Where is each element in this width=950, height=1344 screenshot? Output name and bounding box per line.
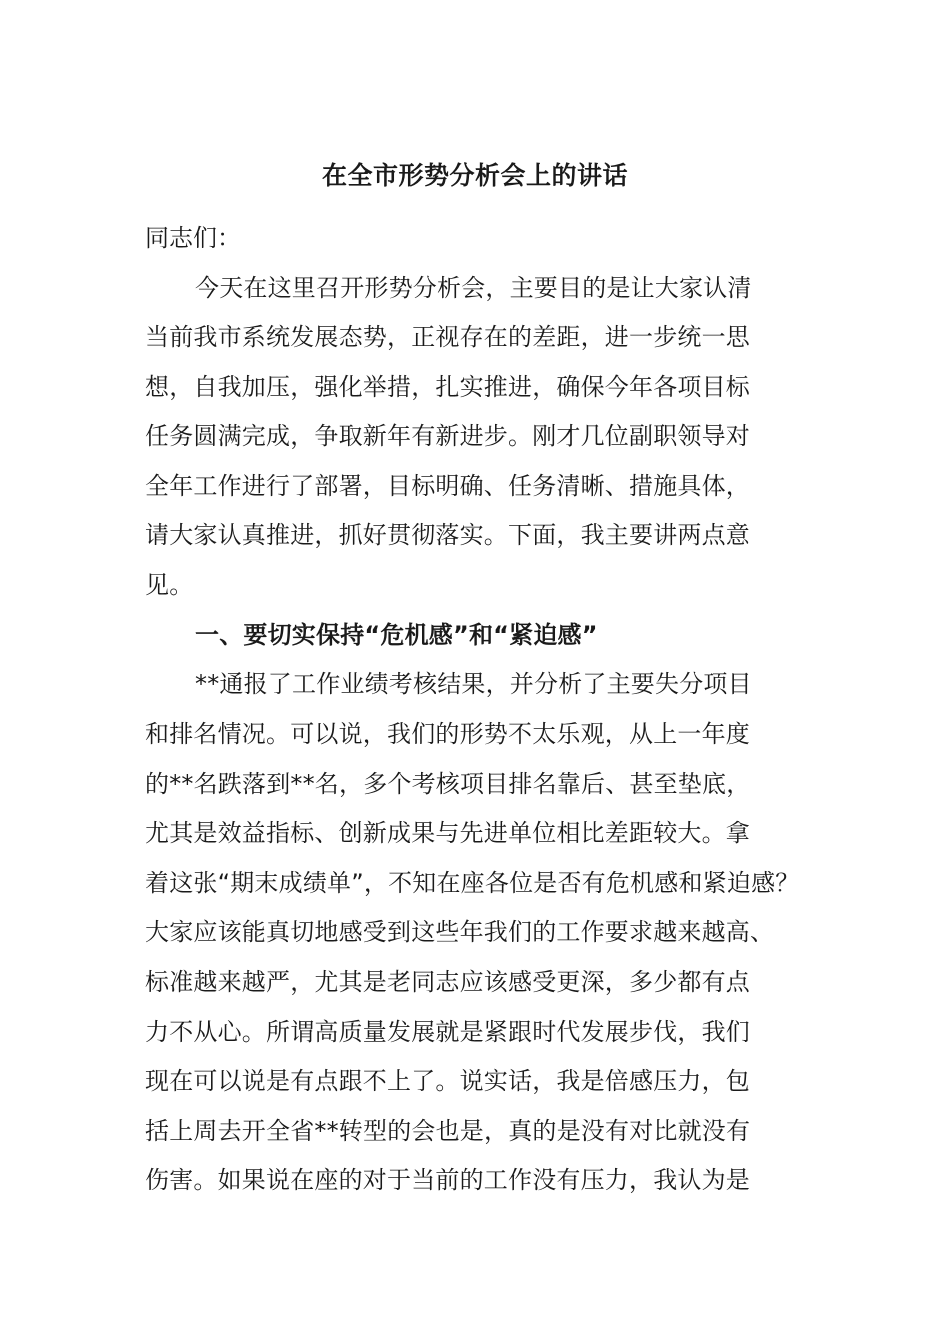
paragraph-line: 着这张“期末成绩单”，不知在座各位是否有危机感和紧迫感？ [145, 869, 800, 897]
paragraph-line: 力不从心。所谓高质量发展就是紧跟时代发展步伐，我们 [145, 1018, 750, 1046]
section-heading: 一、要切实保持“危机感”和“紧迫感” [195, 621, 598, 649]
paragraph-line: **通报了工作业绩考核结果，并分析了主要失分项目 [195, 670, 752, 698]
paragraph-line: 标准越来越严，尤其是老同志应该感受更深，多少都有点 [145, 968, 750, 996]
paragraph-line: 尤其是效益指标、创新成果与先进单位相比差距较大。拿 [145, 819, 750, 847]
paragraph-line: 的**名跌落到**名，多个考核项目排名靠后、甚至垫底， [145, 770, 751, 798]
greeting: 同志们： [145, 224, 241, 252]
paragraph-line: 见。 [145, 571, 194, 599]
paragraph-line: 括上周去开全省**转型的会也是，真的是没有对比就没有 [145, 1117, 751, 1145]
paragraph-line: 今天在这里召开形势分析会，主要目的是让大家认清 [195, 274, 752, 302]
paragraph-line: 任务圆满完成，争取新年有新进步。刚才几位副职领导对 [145, 422, 750, 450]
paragraph-line: 请大家认真推进，抓好贯彻落实。下面，我主要讲两点意 [145, 521, 750, 549]
paragraph-line: 伤害。如果说在座的对于当前的工作没有压力，我认为是 [145, 1166, 750, 1194]
paragraph-line: 和排名情况。可以说，我们的形势不太乐观，从上一年度 [145, 720, 750, 748]
paragraph-line: 大家应该能真切地感受到这些年我们的工作要求越来越高、 [145, 918, 775, 946]
paragraph-line: 现在可以说是有点跟不上了。说实话，我是倍感压力，包 [145, 1067, 750, 1095]
paragraph-line: 当前我市系统发展态势，正视存在的差距，进一步统一思 [145, 323, 750, 351]
paragraph-line: 想，自我加压，强化举措，扎实推进，确保今年各项目标 [145, 373, 750, 401]
document-title: 在全市形势分析会上的讲话 [321, 161, 628, 190]
paragraph-line: 全年工作进行了部署，目标明确、任务清晰、措施具体， [145, 472, 750, 500]
